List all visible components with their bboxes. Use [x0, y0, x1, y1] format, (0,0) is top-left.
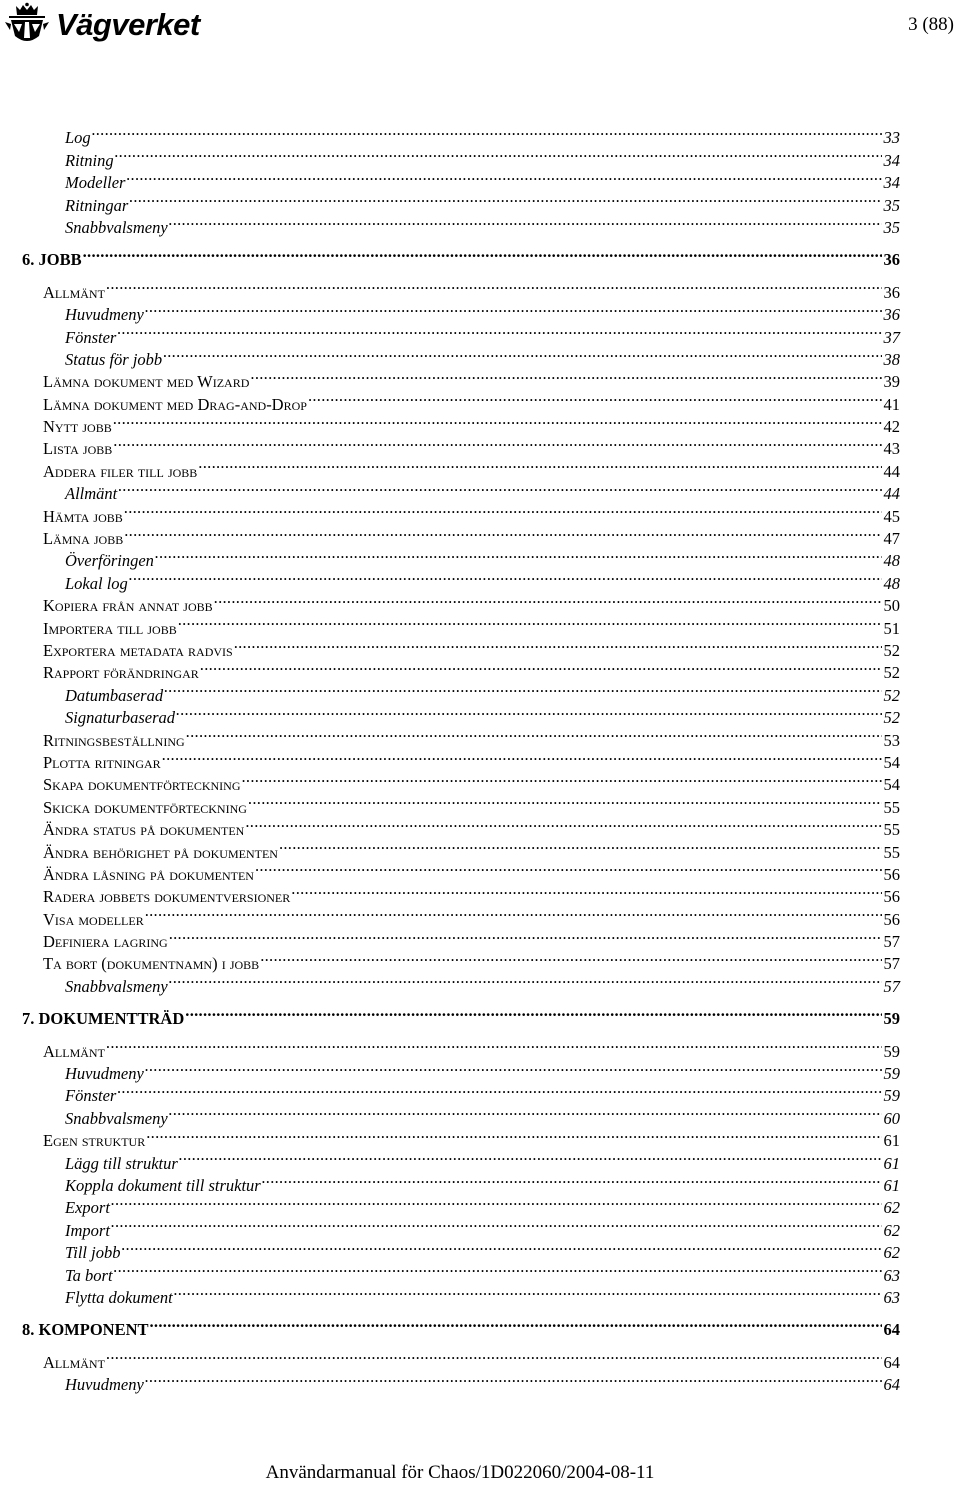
toc-entry-page: 62 — [883, 1220, 900, 1240]
toc-entry[interactable] — [22, 1079, 900, 1106]
toc-entry[interactable] — [22, 1034, 900, 1061]
toc-entry[interactable] — [22, 1213, 900, 1240]
toc-entry[interactable] — [22, 1258, 900, 1285]
toc-dot-leader — [241, 768, 881, 790]
toc-entry[interactable] — [22, 611, 900, 638]
toc-entry-page: 57 — [883, 954, 900, 974]
toc-entry-page: 64 — [883, 1352, 900, 1372]
toc-entry-page: 33 — [883, 128, 900, 148]
toc-entry-title: Huvudmeny — [65, 1375, 144, 1395]
toc-dot-leader — [169, 1101, 882, 1123]
toc-entry-page: 56 — [883, 909, 900, 929]
toc-entry-title: Egen struktur — [43, 1131, 146, 1151]
toc-entry[interactable] — [22, 1101, 900, 1128]
toc-entry-page: 43 — [883, 439, 900, 459]
toc-entry-page: 55 — [883, 820, 900, 840]
toc-entry-page: 41 — [883, 394, 900, 414]
page-footer: Användarmanual för Chaos/1D022060/2004-08-11 — [265, 1462, 655, 1483]
toc-entry-page: 62 — [883, 1243, 900, 1263]
toc-dot-leader — [169, 211, 882, 233]
toc-entry[interactable] — [22, 813, 900, 840]
toc-entry-title: Allmänt — [65, 484, 118, 504]
toc-entry[interactable] — [22, 143, 900, 170]
toc-dot-leader — [111, 1213, 882, 1235]
toc-entry-page: 64 — [883, 1375, 900, 1395]
toc-dot-leader — [146, 1124, 881, 1146]
toc-entry-title: Skapa dokumentförteckning — [43, 775, 241, 795]
toc-entry[interactable] — [22, 387, 900, 414]
toc-entry-title: Lägg till struktur — [65, 1153, 178, 1173]
toc-entry-page: 35 — [883, 195, 900, 215]
toc-entry[interactable] — [22, 634, 900, 660]
toc-entry-title: Ändra låsning på dokumenten — [43, 864, 254, 884]
toc-dot-leader — [176, 701, 881, 723]
toc-entry-page: 35 — [883, 217, 900, 237]
toc-dot-leader — [150, 1313, 882, 1335]
toc-entry-page: 42 — [883, 417, 900, 437]
toc-dot-leader — [126, 166, 881, 188]
toc-dot-leader — [260, 947, 881, 969]
toc-entry[interactable] — [22, 365, 900, 392]
toc-dot-leader — [83, 243, 882, 265]
toc-dot-leader — [169, 925, 882, 947]
toc-entry-title: 6. JOBB — [22, 250, 82, 270]
toc-dot-leader — [185, 1002, 881, 1024]
toc-entry-title: Addera filer till jobb — [43, 461, 198, 481]
toc-entry[interactable] — [22, 656, 900, 683]
toc-entry[interactable] — [22, 1124, 900, 1151]
toc-entry-page: 45 — [883, 506, 900, 526]
toc-dot-leader — [129, 566, 882, 588]
toc-entry-title: Snabbvalsmeny — [65, 1108, 168, 1128]
toc-dot-leader — [114, 1258, 882, 1280]
toc-entry-title: 8. KOMPONENT — [22, 1320, 149, 1340]
toc-entry-page: 55 — [883, 797, 900, 817]
toc-entry[interactable] — [22, 1146, 900, 1173]
toc-entry-title: Visa modeller — [43, 909, 144, 929]
toc-entry-page: 64 — [883, 1320, 900, 1340]
toc-entry-page: 36 — [883, 305, 900, 325]
toc-entry-title: Lämna dokument med Wizard — [43, 372, 250, 392]
toc-entry-page: 60 — [883, 1108, 900, 1128]
toc-dot-leader — [164, 678, 881, 700]
toc-entry[interactable] — [22, 835, 900, 862]
toc-entry-title: Modeller — [65, 173, 126, 193]
toc-dot-leader — [250, 365, 881, 387]
logo — [4, 2, 200, 48]
toc-entry[interactable] — [22, 723, 900, 750]
toc-dot-leader — [155, 544, 882, 566]
toc-dot-leader — [118, 477, 881, 499]
toc-entry-page: 62 — [883, 1198, 900, 1218]
toc-entry-title: Nytt jobb — [43, 417, 112, 437]
toc-dot-leader — [163, 343, 881, 365]
toc-entry[interactable] — [22, 678, 900, 705]
toc-entry-page: 53 — [883, 730, 900, 750]
toc-entry-title: Status för jobb — [65, 349, 163, 369]
toc-entry-page: 36 — [883, 282, 900, 302]
toc-entry-page: 38 — [883, 349, 900, 369]
toc-entry-title: Skicka dokumentförteckning — [43, 797, 247, 817]
toc-entry-title: Importera till jobb — [43, 618, 177, 638]
toc-dot-leader — [198, 454, 881, 476]
toc-entry-page: 63 — [883, 1265, 900, 1285]
toc-entry-page: 55 — [883, 842, 900, 862]
toc-entry[interactable] — [22, 410, 900, 437]
toc-entry-title: Fönster — [65, 1086, 117, 1106]
toc-entry[interactable] — [22, 320, 900, 347]
toc-entry-page: 63 — [883, 1287, 900, 1307]
toc-entry[interactable] — [22, 188, 900, 215]
toc-dot-leader — [117, 1079, 881, 1101]
toc-dot-leader — [124, 499, 882, 521]
toc-dot-leader — [106, 1345, 882, 1367]
page-number: 3 (88) — [908, 14, 954, 35]
toc-entry[interactable] — [22, 1057, 900, 1084]
toc-entry-page: 36 — [883, 250, 900, 270]
toc-entry[interactable] — [22, 166, 900, 193]
toc-entry[interactable] — [22, 275, 900, 302]
toc-entry-title: Ritningsbeställning — [43, 730, 185, 750]
toc-entry-page: 54 — [883, 752, 900, 772]
toc-entry-page: 37 — [883, 327, 900, 347]
toc-entry-title: Ritning — [65, 150, 114, 170]
toc-entry[interactable] — [22, 1313, 900, 1340]
toc-entry-page: 48 — [883, 573, 900, 593]
toc-entry-page: 50 — [883, 596, 900, 616]
toc-dot-leader — [145, 298, 882, 320]
toc-entry-page: 44 — [883, 484, 900, 504]
toc-entry[interactable] — [22, 499, 900, 526]
toc-entry[interactable] — [22, 1169, 900, 1195]
toc-entry-page: 34 — [883, 150, 900, 170]
brand-name: Vägverket — [56, 7, 200, 42]
toc-entry[interactable] — [22, 121, 900, 148]
toc-entry-title: Flytta dokument — [65, 1287, 173, 1307]
toc-dot-leader — [145, 1057, 882, 1079]
toc-dot-leader — [145, 1368, 882, 1390]
toc-entry[interactable] — [22, 902, 900, 929]
toc-entry-page: 51 — [883, 618, 900, 638]
toc-entry-title: Snabbvalsmeny — [65, 217, 168, 237]
toc-entry-title: Allmänt — [43, 1041, 105, 1061]
toc-entry-title: Lämna jobb — [43, 529, 124, 549]
toc-entry-title: Ritningar — [65, 195, 129, 215]
toc-entry[interactable] — [22, 243, 900, 270]
toc-entry-page: 61 — [883, 1153, 900, 1173]
toc-dot-leader — [115, 143, 882, 165]
toc-dot-leader — [92, 121, 882, 143]
toc-entry-title: Rapport förändringar — [43, 663, 199, 683]
toc-entry-title: Lokal log — [65, 573, 128, 593]
toc-dot-leader — [106, 275, 882, 297]
toc-entry-page: 52 — [883, 663, 900, 683]
table-of-contents — [22, 121, 900, 1395]
toc-entry[interactable] — [22, 298, 900, 325]
toc-entry[interactable] — [22, 880, 900, 907]
toc-entry-page: 47 — [883, 529, 900, 549]
toc-dot-leader — [129, 188, 881, 210]
toc-entry-title: Datumbaserad — [65, 685, 164, 705]
toc-entry-page: 61 — [883, 1175, 900, 1195]
page-header — [0, 0, 960, 56]
toc-entry-page: 52 — [883, 685, 900, 705]
toc-dot-leader — [245, 813, 881, 835]
toc-entry[interactable] — [22, 477, 900, 504]
toc-entry-page: 52 — [883, 708, 900, 728]
toc-dot-leader — [117, 320, 881, 342]
toc-entry[interactable] — [22, 1345, 900, 1372]
toc-entry-page: 59 — [883, 1086, 900, 1106]
toc-entry-title: Log — [65, 128, 91, 148]
toc-entry-title: Ändra behörighet på dokumenten — [43, 842, 278, 862]
toc-entry[interactable] — [22, 790, 900, 817]
toc-entry-page: 59 — [883, 1041, 900, 1061]
toc-entry-title: Överföringen — [65, 551, 154, 571]
toc-dot-leader — [113, 410, 882, 432]
toc-dot-leader — [106, 1034, 882, 1056]
toc-dot-leader — [291, 880, 881, 902]
toc-entry-title: Ta bort — [65, 1265, 113, 1285]
toc-entry-page: 61 — [883, 1131, 900, 1151]
toc-dot-leader — [262, 1169, 882, 1191]
toc-entry-title: Till jobb — [65, 1243, 121, 1263]
toc-entry-title: Hämta jobb — [43, 506, 123, 526]
toc-entry[interactable] — [22, 1191, 900, 1218]
toc-entry-title: Snabbvalsmeny — [65, 976, 168, 996]
toc-entry-page: 56 — [883, 864, 900, 884]
toc-dot-leader — [145, 902, 882, 924]
toc-entry[interactable] — [22, 969, 900, 996]
toc-entry-page: 54 — [883, 775, 900, 795]
toc-entry-title: Plotta ritningar — [43, 752, 161, 772]
toc-entry-page: 44 — [883, 461, 900, 481]
toc-dot-leader — [234, 634, 882, 656]
toc-entry[interactable] — [22, 432, 900, 459]
toc-entry[interactable] — [22, 746, 900, 772]
toc-dot-leader — [113, 432, 881, 454]
toc-entry-page: 52 — [883, 640, 900, 660]
toc-entry[interactable] — [22, 1002, 900, 1029]
toc-entry[interactable] — [22, 544, 900, 571]
toc-dot-leader — [111, 1191, 882, 1213]
toc-entry-title: Koppla dokument till struktur — [65, 1175, 261, 1195]
toc-entry-title: Ta bort (dokumentnamn) i jobb — [43, 954, 260, 974]
toc-entry[interactable] — [22, 1368, 900, 1395]
toc-dot-leader — [248, 790, 882, 812]
toc-dot-leader — [174, 1281, 882, 1303]
toc-entry-page: 59 — [883, 1009, 900, 1029]
toc-dot-leader — [162, 746, 882, 768]
toc-entry[interactable] — [22, 343, 900, 369]
toc-entry-page: 39 — [883, 372, 900, 392]
toc-entry-title: Lista jobb — [43, 439, 113, 459]
toc-entry[interactable] — [22, 925, 900, 952]
toc-dot-leader — [178, 611, 882, 633]
toc-dot-leader — [214, 589, 882, 611]
toc-entry-title: Import — [65, 1220, 110, 1240]
toc-entry[interactable] — [22, 1281, 900, 1307]
toc-entry-page: 57 — [883, 932, 900, 952]
toc-entry-title: Radera jobbets dokumentversioner — [43, 887, 291, 907]
toc-entry-title: Kopiera från annat jobb — [43, 596, 213, 616]
toc-entry[interactable] — [22, 947, 900, 974]
toc-entry-title: Exportera metadata radvis — [43, 640, 233, 660]
toc-entry[interactable] — [22, 589, 900, 616]
toc-dot-leader — [279, 835, 882, 857]
toc-entry-title: Definiera lagring — [43, 932, 168, 952]
toc-entry-title: Huvudmeny — [65, 305, 144, 325]
toc-entry-page: 48 — [883, 551, 900, 571]
toc-entry[interactable] — [22, 566, 900, 593]
toc-entry-title: Allmänt — [43, 282, 105, 302]
toc-entry[interactable] — [22, 454, 900, 481]
toc-entry-page: 56 — [883, 887, 900, 907]
toc-entry[interactable] — [22, 211, 900, 237]
toc-entry[interactable] — [22, 768, 900, 795]
toc-entry[interactable] — [22, 1236, 900, 1263]
toc-dot-leader — [200, 656, 882, 678]
toc-entry[interactable] — [22, 701, 900, 728]
toc-entry-page: 59 — [883, 1064, 900, 1084]
toc-entry-title: Ändra status på dokumenten — [43, 820, 245, 840]
toc-entry-title: Fönster — [65, 327, 117, 347]
toc-dot-leader — [308, 387, 882, 409]
toc-entry-title: Export — [65, 1198, 110, 1218]
toc-entry-page: 57 — [883, 976, 900, 996]
toc-entry-title: Signaturbaserad — [65, 708, 176, 728]
toc-entry-page: 34 — [883, 173, 900, 193]
crown-icon — [4, 2, 50, 48]
toc-dot-leader — [121, 1236, 881, 1258]
toc-entry-title: 7. DOKUMENTTRÄD — [22, 1009, 185, 1029]
toc-entry-title: Allmänt — [43, 1352, 105, 1372]
toc-entry-title: Huvudmeny — [65, 1064, 144, 1084]
toc-dot-leader — [169, 969, 882, 991]
toc-entry[interactable] — [22, 522, 900, 549]
toc-dot-leader — [255, 858, 882, 880]
toc-entry[interactable] — [22, 858, 900, 884]
toc-dot-leader — [124, 522, 881, 544]
toc-entry-title: Lämna dokument med Drag-and-Drop — [43, 394, 307, 414]
toc-dot-leader — [179, 1146, 882, 1168]
toc-dot-leader — [186, 723, 882, 745]
